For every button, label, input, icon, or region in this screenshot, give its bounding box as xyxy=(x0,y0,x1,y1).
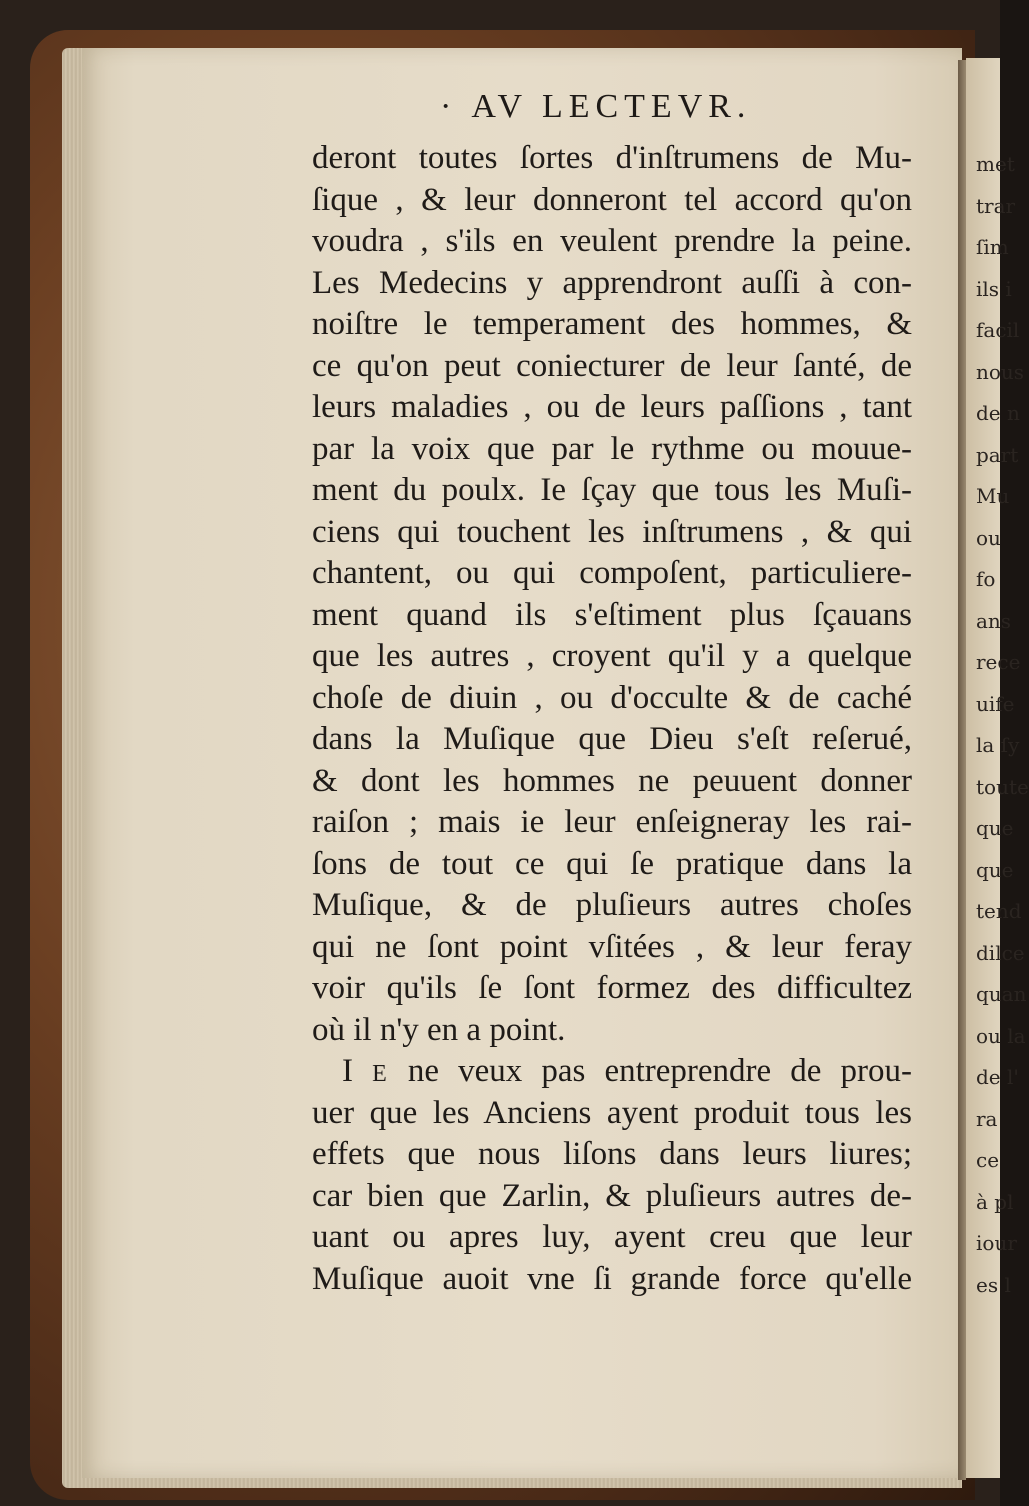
body-text xyxy=(312,138,912,1298)
text-line: noiſtre le temperament des hommes, & xyxy=(312,306,912,342)
facing-page-fragment: Mu xyxy=(976,484,1010,508)
facing-page-fragment: de l' xyxy=(976,1065,1019,1089)
facing-page-fragment: trar xyxy=(976,193,1016,218)
facing-page-fragment: quan xyxy=(976,982,1027,1006)
facing-page-fragment: ce xyxy=(976,1148,1000,1172)
facing-page-fragment: ou xyxy=(976,525,1001,550)
text-line: & dont les hommes ne peuuent donner xyxy=(312,762,912,799)
text-line: uant ou apres luy, ayent creu que leur xyxy=(312,1219,912,1255)
facing-page-fragment: tend xyxy=(976,899,1022,923)
running-head-mark: · xyxy=(440,88,458,125)
text-line: Muſique auoit vne ſi grande force qu'elle xyxy=(312,1260,912,1297)
initial-letter: I xyxy=(342,1053,353,1089)
facing-page-fragment: ans xyxy=(976,608,1012,633)
facing-page-fragment: uife xyxy=(976,691,1015,716)
text-line: ment quand ils s'eſtiment plus ſçauans xyxy=(312,596,912,633)
facing-page-fragment: part xyxy=(976,442,1019,467)
text-line: que les autres , croyent qu'il y a quelque xyxy=(312,638,912,674)
text-line: dans la Muſique que Dieu s'eſt reſerué, xyxy=(312,721,912,757)
text-line: ciens qui touchent les inſtrumens , & qui xyxy=(312,513,912,550)
facing-page-fragment: ou la xyxy=(976,1023,1026,1048)
text-line: uer que les Anciens ayent produit tous les xyxy=(312,1094,912,1131)
facing-page-fragment: ra xyxy=(976,1106,998,1131)
facing-page-fragment: toute xyxy=(976,774,1029,799)
text-line: raiſon ; mais ie leur enſeigneray les rai- xyxy=(312,804,912,840)
facing-page-fragment: que xyxy=(976,857,1014,882)
first-line-rest: ne veux pas entreprendre de prou- xyxy=(407,1053,913,1089)
facing-page-fragment: ſim xyxy=(976,235,1009,259)
text-line: qui ne ſont point vſitées , & leur feray xyxy=(312,928,912,965)
facing-page-fragment: à pl xyxy=(976,1189,1014,1214)
facing-page-fragment: fo xyxy=(976,567,996,591)
paragraph-2-first-line xyxy=(312,1051,912,1093)
book-gutter xyxy=(958,60,966,1480)
small-caps-letter: E xyxy=(372,1061,389,1087)
text-line: ce qu'on peut coniecturer de leur ſanté, de xyxy=(312,347,912,384)
text-line: ſique , & leur donneront tel accord qu'on xyxy=(312,181,912,218)
facing-page-fragment: rece xyxy=(976,650,1021,674)
text-line: leurs maladies , ou de leurs paſſions , tant xyxy=(312,389,912,425)
text-line: où il n'y en a point. xyxy=(312,1011,566,1048)
text-line: voir qu'ils ſe ſont formez des difficultez xyxy=(312,970,912,1006)
facing-page-fragment: que xyxy=(976,816,1014,840)
running-head xyxy=(440,88,800,138)
facing-page-strip xyxy=(966,58,1029,1478)
facing-page-fragment: de n xyxy=(976,401,1020,425)
text-line: choſe de diuin , ou d'occulte & de caché xyxy=(312,679,912,716)
text-line: ſons de tout ce qui ſe pratique dans la xyxy=(312,845,912,882)
text-line: effets que nous liſons dans leurs liures; xyxy=(312,1136,912,1172)
facing-page-fragment: ils i xyxy=(976,276,1012,301)
facing-page-fragment: facil xyxy=(976,318,1020,342)
text-line: par la voix que par le rythme ou mouue- xyxy=(312,430,912,467)
text-line: ment du poulx. Ie ſçay que tous les Muſi- xyxy=(312,472,912,508)
text-line: car bien que Zarlin, & pluſieurs autres de- xyxy=(312,1177,912,1214)
text-line: Muſique, & de pluſieurs autres choſes xyxy=(312,887,912,923)
text-line: chantent, ou qui compoſent, particuliere- xyxy=(312,555,912,591)
facing-page-fragment: nous xyxy=(976,359,1025,384)
running-head-text: AV LECTEVR. xyxy=(471,88,752,125)
facing-page-fragment: es l xyxy=(976,1272,1011,1297)
facing-page-fragment: iour xyxy=(976,1231,1017,1255)
facing-page-fragment: dilce xyxy=(976,940,1025,965)
text-line: deront toutes ſortes d'inſtrumens de Mu- xyxy=(312,140,912,176)
text-line: voudra , s'ils en veulent prendre la peine. xyxy=(312,223,912,259)
facing-page-fragment: la ſy xyxy=(976,733,1020,757)
text-line: Les Medecins y apprendront auſſi à con- xyxy=(312,264,912,301)
facing-page-fragment: met xyxy=(976,152,1015,176)
